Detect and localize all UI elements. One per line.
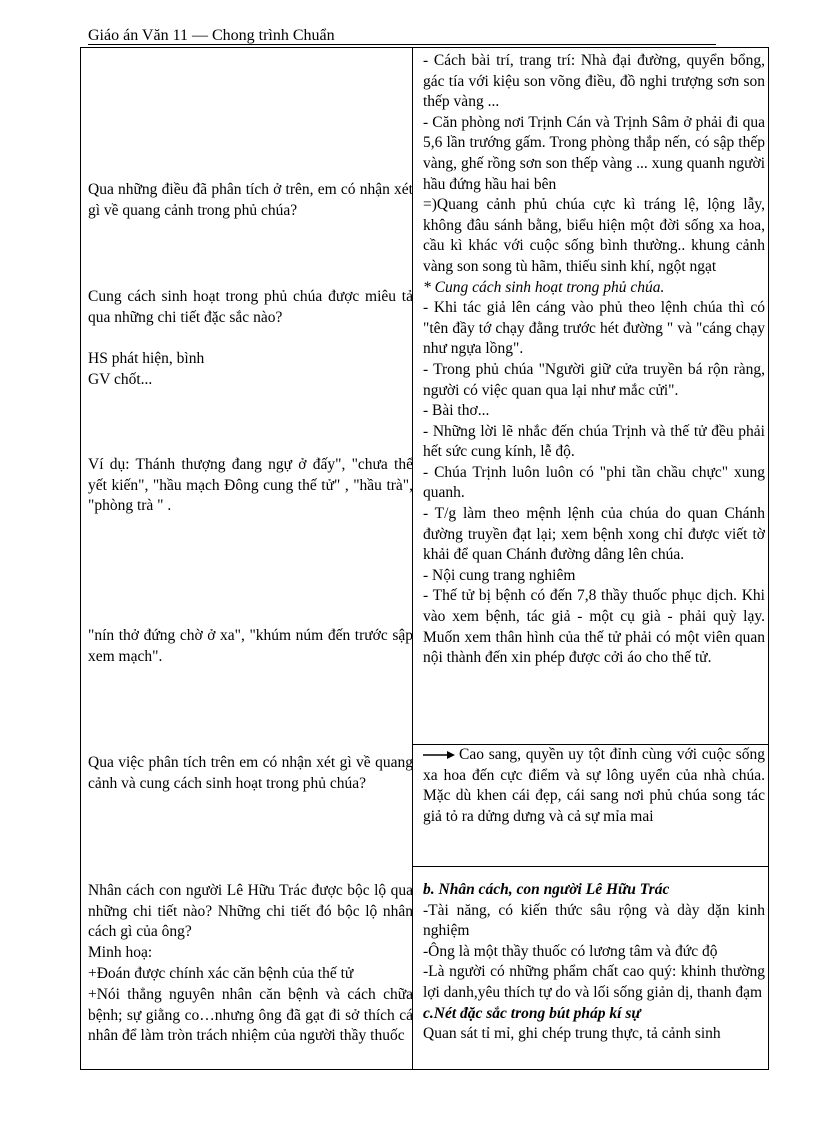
illustration-label: Minh hoạ: xyxy=(88,944,153,961)
question-lifestyle: Cung cách sinh hoạt trong phủ chúa được miêu tả qua những chi tiết đặc sắc nào? xyxy=(88,288,413,326)
page-header: Giáo án Văn 11 — Chong trình Chuẩn xyxy=(88,28,716,45)
lifestyle-7: - Nội cung trang nghiêm xyxy=(423,566,576,584)
lifestyle-2: - Trong phủ chúa "Người giữ cửa truyền bá rộn ràng, người có việc quan qua lại như mắc cửi". xyxy=(423,360,765,399)
style-1: Quan sát tỉ mỉ, ghi chép trung thực, tả cảnh sinh xyxy=(423,1025,721,1043)
right-summary xyxy=(423,745,765,827)
question-scene: Qua những điều đã phân tích ở trên, em có nhận xét gì về quang cảnh trong phủ chúa? xyxy=(88,181,413,219)
illustration-1: +Đoán được chính xác căn bệnh của thế tử xyxy=(88,965,354,982)
lifestyle-3: - Bài thơ... xyxy=(423,402,490,420)
lifestyle-1: - Khi tác giả lên cáng vào phủ theo lệnh chúa thì có "tên đầy tớ chạy đằng trước hét đường " và "cáng chạy như ngựa lồng". xyxy=(423,299,765,358)
question-personality: Nhân cách con người Lê Hữu Trác được bộc lộ qua những chi tiết nào? Những chi tiết đó bộc lộ nhân cách gì của ông? xyxy=(88,882,413,941)
lifestyle-heading: * Cung cách sinh hoạt trong phủ chúa. xyxy=(423,278,665,296)
personality-heading: b. Nhân cách, con người Lê Hữu Trác xyxy=(423,881,670,898)
lifestyle-8: - Thế tử bị bệnh có đến 7,8 thầy thuốc phục dịch. Khi vào xem bệnh, tác giả - một cụ già - phải quỳ lạy. Muốn xem thân hình của thế tử phải có một viên quan nội thành đến xin phép được cởi áo cho thế tử. xyxy=(423,587,765,667)
right-column xyxy=(423,51,765,669)
row-separator-2 xyxy=(412,866,768,867)
personality-1: -Tài năng, có kiến thức sâu rộng và dày dặn kinh nghiệm xyxy=(423,901,765,940)
room-detail: - Căn phòng nơi Trịnh Cán và Trịnh Sâm ở phải đi qua 5,6 lần trướng gấm. Trong phòng thắp nến, có sập thếp vàng, ghế rồng sơn son thếp vàng ... xung quanh người hầu đứng hầu hai bên xyxy=(423,113,765,193)
arrow-right-icon xyxy=(423,750,455,760)
personality-3: -Là người có những phẩm chất cao quý: khinh thường lợi danh,yêu thích tự do và lối sống giản dị, thanh đạm xyxy=(423,963,765,1001)
summary-sentence: Cao sang, quyền uy tột đỉnh cùng với cuộc sống xa hoa đến cực điểm và sự lông uyển của nhà chúa. Mặc dù khen cái đẹp, cái sang nơi phủ chúa song tác giả tỏ ra dửng dưng và cả sự mỉa mai xyxy=(423,746,765,825)
summary-text xyxy=(423,745,765,827)
lesson-table xyxy=(80,47,769,1070)
lifestyle-5: - Chúa Trịnh luôn luôn có "phi tần chầu chực" xung quanh. xyxy=(423,463,765,502)
personality-2: -Ông là một thầy thuốc có lương tâm và đức độ xyxy=(423,942,718,960)
example-quotes: Ví dụ: Thánh thượng đang ngự ở đấy", "chưa thể yết kiến", "hầu mạch Đông cung thế tử" , "hầu trà", "phòng trà " . xyxy=(88,456,413,515)
hs-note: HS phát hiện, bình xyxy=(88,350,205,367)
question-summary: Qua việc phân tích trên em có nhận xét gì về quang cảnh và cung cách sinh hoạt trong phủ chúa? xyxy=(88,754,413,792)
style-heading: c.Nét đặc sắc trong bút pháp kí sự xyxy=(423,1004,641,1022)
scene-conclusion: =)Quang cảnh phủ chúa cực kì tráng lệ, lộng lẫy, không đâu sánh bằng, biểu hiện một đời sống xa hoa, cầu kì khác với cuộc sống bình thường.. khung cảnh vàng son song tù hãm, thiếu sinh khí, ngột ngạt xyxy=(423,196,765,275)
lifestyle-4: - Những lời lẽ nhắc đến chúa Trịnh và thế tử đều phải hết sức cung kính, lễ độ. xyxy=(423,422,765,461)
lifestyle-6: - T/g làm theo mệnh lệnh của chúa do quan Chánh đường truyền đạt lại; xem bệnh xong chỉ được viết tờ khải để quan Chánh đường dâng lên chúa. xyxy=(423,505,765,564)
example-quotes-2: "nín thở đứng chờ ở xa", "khúm núm đến trước sập xem mạch". xyxy=(88,627,413,665)
right-personality xyxy=(423,880,765,1045)
gv-note: GV chốt... xyxy=(88,371,153,388)
decor-detail: - Cách bài trí, trang trí: Nhà đại đường, quyển bổng, gác tía với kiệu son võng điều, đồ nghi trượng sơn son thếp vàng ... xyxy=(423,52,765,111)
illustration-2: +Nói thẳng nguyên nhân căn bệnh và cách chữa bệnh; sự giằng co…nhưng ông đã gạt đi sở thích cá nhân để làm tròn trách nhiệm của người thầy thuốc xyxy=(88,986,413,1045)
